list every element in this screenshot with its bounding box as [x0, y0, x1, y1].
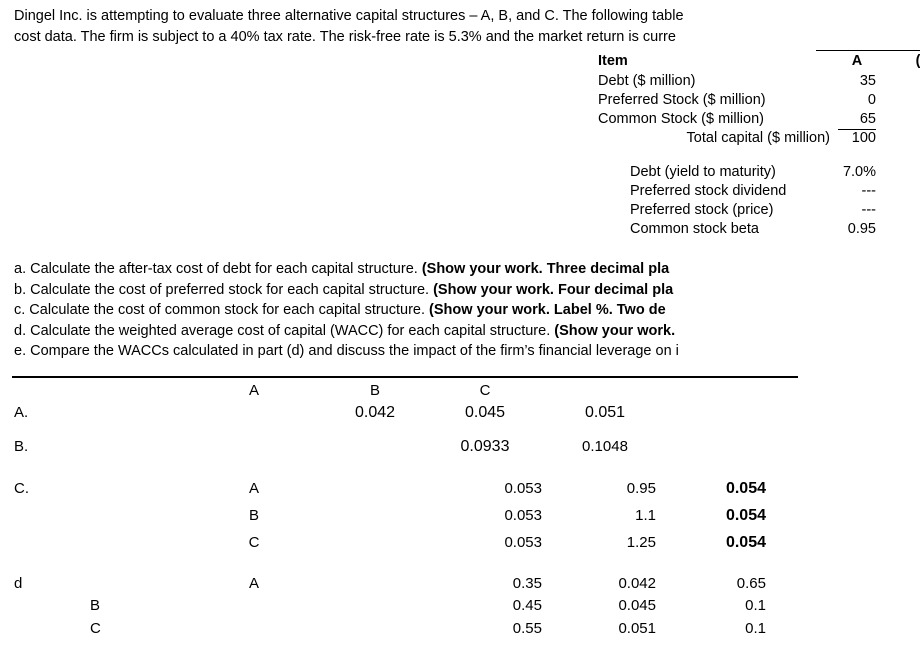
table-row	[598, 110, 920, 129]
table-row	[0, 561, 920, 597]
capital-row2-label: Preferred stock (price)	[630, 202, 774, 218]
table-row	[598, 201, 920, 220]
question-text-a: Calculate the after-tax cost of debt for each capital structure.	[26, 261, 422, 277]
answer-c-v3-1: 0.054	[725, 480, 766, 497]
capital-row-value-a: 100	[851, 130, 876, 146]
table-row	[598, 91, 920, 110]
answer-d-v1-3: 0.55	[512, 620, 542, 637]
capital-table-header-a: A	[851, 53, 863, 69]
answer-a-value-c: 0.045	[464, 404, 506, 421]
table-row	[598, 163, 920, 182]
capital-row2-label: Common stock beta	[630, 221, 759, 237]
answer-c-v1-1: 0.053	[504, 480, 542, 497]
answer-d-v2-2: 0.045	[618, 597, 656, 614]
question-letter-d: d.	[14, 322, 27, 339]
question-text-d: Calculate the weighted average cost of capital (WACC) for each capital structure.	[26, 322, 555, 339]
answer-d-sub-1: A	[248, 575, 259, 592]
problem-statement-line-1: Dingel Inc. is attempting to evaluate three alternative capital structures – A, B, and C. The following table	[14, 8, 684, 24]
capital-row-value-a: 0	[867, 92, 876, 108]
answer-row-label-a: A.	[14, 404, 29, 421]
answer-c-v3-3: 0.054	[725, 534, 766, 551]
table-row	[0, 404, 920, 438]
table-row	[0, 620, 920, 643]
capital-row2-value-a: 0.95	[847, 221, 876, 237]
answer-header-c: C	[479, 382, 491, 399]
question-item-b	[14, 280, 679, 301]
table-row	[598, 182, 920, 201]
capital-row2-label: Preferred stock dividend	[630, 183, 787, 199]
question-letter-c: c.	[14, 302, 26, 318]
capital-table-header-row	[598, 52, 920, 72]
table-row	[0, 534, 920, 561]
answer-header-row	[0, 382, 920, 404]
capital-structure-table	[598, 52, 920, 239]
answer-d-v3-1: 0.65	[736, 575, 766, 592]
table-row	[0, 597, 920, 620]
capital-row-label: Common Stock ($ million)	[598, 111, 764, 127]
answer-c-v2-1: 0.95	[626, 480, 656, 497]
capital-row2-label: Debt (yield to maturity)	[630, 164, 776, 180]
question-bold-c: (Show your work. Label %. Two de	[429, 302, 666, 318]
question-item-a	[14, 259, 679, 280]
answer-header-a: A	[248, 382, 259, 399]
answer-c-sub-1: A	[248, 480, 259, 497]
question-text-b: Calculate the cost of preferred stock for each capital structure.	[26, 281, 434, 298]
answer-a-value-b: 0.042	[354, 404, 396, 421]
question-item-e	[14, 341, 679, 362]
answer-d-v3-3: 0.1	[745, 620, 766, 637]
answer-b-value-d: 0.1048	[582, 438, 628, 455]
answer-header-b: B	[369, 382, 380, 399]
capital-table-top-rule	[816, 50, 920, 51]
capital-row-label: Total capital ($ million)	[686, 130, 830, 146]
answer-row-label-c: C.	[14, 480, 29, 497]
question-item-d	[14, 321, 679, 342]
answer-table-rule	[12, 376, 798, 378]
question-letter-b: b.	[14, 281, 27, 298]
capital-table-spacer	[598, 148, 920, 163]
question-letter-e: e.	[14, 343, 27, 359]
answer-d-v1-2: 0.45	[512, 597, 542, 614]
answer-c-v1-3: 0.053	[504, 534, 542, 551]
question-list	[14, 259, 679, 362]
answer-c-v1-2: 0.053	[504, 507, 542, 524]
table-row	[598, 220, 920, 239]
table-row	[0, 480, 920, 507]
answer-c-v2-2: 1.1	[635, 507, 656, 524]
answer-d-v3-2: 0.1	[745, 597, 766, 614]
capital-row2-value-a: 7.0%	[842, 164, 876, 180]
answer-d-sub-2: B	[90, 597, 101, 614]
capital-row-label: Preferred Stock ($ million)	[598, 92, 766, 108]
question-text-e: Compare the WACCs calculated in part (d) and discuss the impact of the firm’s financial leverage on i	[26, 343, 679, 359]
answer-c-sub-2: B	[248, 507, 259, 524]
table-row	[598, 72, 920, 91]
answer-row-label-b: B.	[14, 438, 29, 455]
answer-d-v2-3: 0.051	[618, 620, 656, 637]
capital-row2-value-a: ---	[861, 202, 876, 218]
question-item-c	[14, 300, 679, 321]
table-row	[0, 438, 920, 480]
answer-a-value-d: 0.051	[584, 404, 626, 421]
answer-table	[0, 382, 920, 643]
question-bold-d: (Show your work.	[554, 322, 676, 339]
answer-d-v1-1: 0.35	[512, 575, 542, 592]
question-letter-a: a.	[14, 261, 27, 277]
table-row	[598, 129, 920, 148]
answer-b-value-c: 0.0933	[460, 438, 510, 455]
table-row	[0, 507, 920, 534]
capital-table-header-b: (	[915, 53, 920, 69]
problem-statement	[14, 6, 920, 48]
question-text-c: Calculate the cost of common stock for each capital structure.	[25, 302, 430, 318]
question-bold-a: (Show your work. Three decimal pla	[421, 261, 670, 277]
capital-row-value-a: 65	[838, 110, 876, 130]
question-bold-b: (Show your work. Four decimal pla	[433, 281, 674, 298]
answer-c-sub-3: C	[248, 534, 260, 551]
answer-c-v3-2: 0.054	[725, 507, 766, 524]
capital-row2-value-a: ---	[861, 183, 876, 199]
answer-d-v2-1: 0.042	[618, 575, 656, 592]
answer-row-label-d: d	[14, 575, 23, 592]
capital-row-label: Debt ($ million)	[598, 73, 696, 89]
answer-c-v2-3: 1.25	[626, 534, 656, 551]
capital-row-value-a: 35	[859, 73, 876, 89]
capital-table-header-item: Item	[598, 53, 628, 69]
problem-statement-line-2: cost data. The firm is subject to a 40% tax rate. The risk-free rate is 5.3% and the market return is curre	[14, 29, 676, 45]
answer-d-sub-3: C	[90, 620, 101, 637]
